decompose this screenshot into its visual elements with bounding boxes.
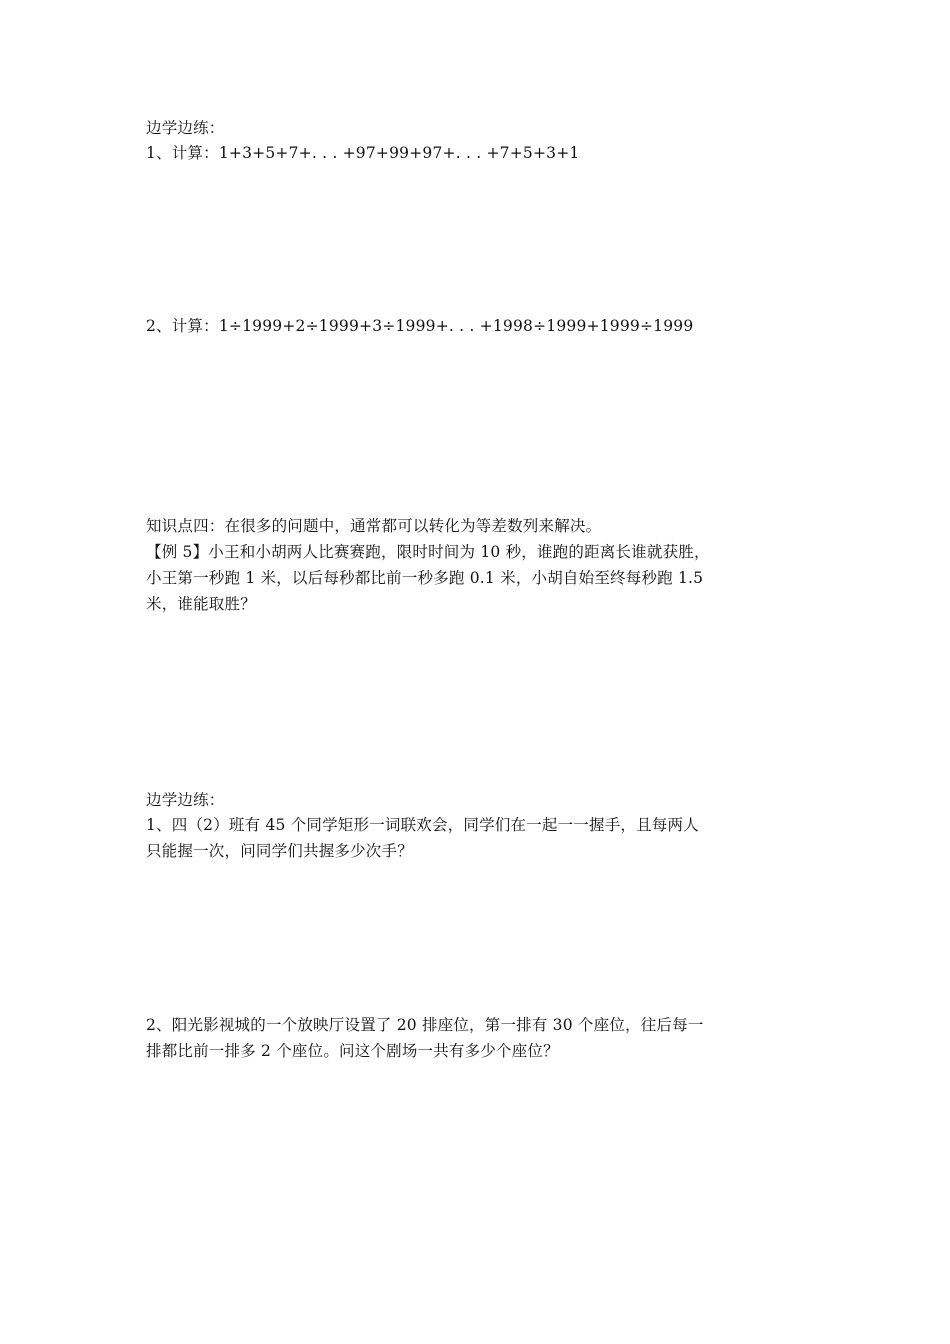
practice-2-line-2: 排都比前一排多 2 个座位。问这个剧场一共有多少个座位？ — [146, 1042, 559, 1060]
section-heading: 边学边练： — [146, 119, 225, 137]
example-5-line-1: 【例 5】小王和小胡两人比赛赛跑，限时时间为 10 秒，谁跑的距离长谁就获胜， — [146, 543, 710, 561]
exercise-2-calc: 2、计算：1÷1999+2÷1999+3÷1999+. . . +1998÷1999+1999÷1999 — [146, 317, 694, 335]
exercise-1-calc: 1、计算：1+3+5+7+. . . +97+99+97+. . . +7+5+3+1 — [146, 144, 580, 162]
knowledge-point-4: 知识点四：在很多的问题中，通常都可以转化为等差数列来解决。 — [146, 517, 602, 535]
practice-1-line-1: 1、四（2）班有 45 个同学矩形一词联欢会，同学们在一起一一握手，且每两人 — [146, 816, 699, 834]
practice-1-line-2: 只能握一次，问同学们共握多少次手？ — [146, 842, 413, 860]
example-5-line-2: 小王第一秒跑 1 米，以后每秒都比前一秒多跑 0.1 米，小胡自始至终每秒跑 1.5 — [146, 569, 704, 587]
section-heading: 边学边练： — [146, 791, 225, 809]
example-5-line-3: 米，谁能取胜？ — [146, 595, 256, 613]
practice-2-line-1: 2、阳光影视城的一个放映厅设置了 20 排座位，第一排有 30 个座位，往后每一 — [146, 1016, 704, 1034]
